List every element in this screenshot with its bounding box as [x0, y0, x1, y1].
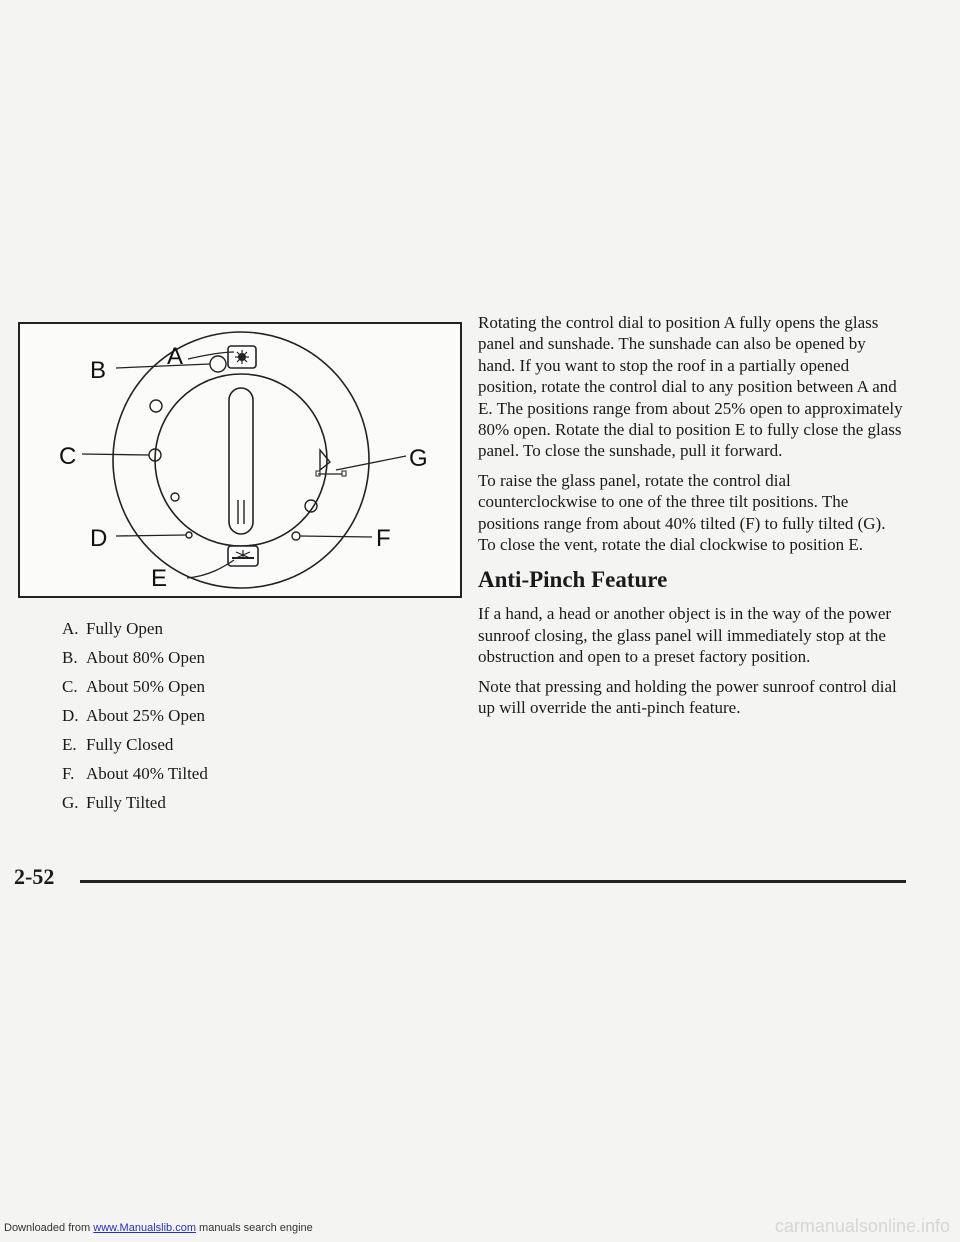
download-credit: Downloaded from www.Manualslib.com manuals search engine	[4, 1222, 313, 1234]
callout-c: C	[59, 443, 77, 470]
section-heading: Anti-Pinch Feature	[478, 567, 668, 593]
legend-item: G. Fully Tilted	[62, 793, 166, 812]
callout-g: G	[409, 445, 428, 472]
leader-e	[187, 560, 234, 578]
watermark: carmanualsonline.info	[774, 1216, 950, 1236]
paragraph-anti-pinch: If a hand, a head or another object is in the way of the power sunroof closing, the glass panel will immediately stop at the obstruction and open to a preset factory position.	[478, 604, 892, 667]
leader-a	[188, 352, 234, 359]
vent-tilt-icon	[316, 450, 346, 476]
callout-a: A	[167, 343, 184, 370]
legend-item: B. About 80% Open	[62, 648, 205, 667]
detent-d	[186, 532, 192, 538]
sunroof-open-icon	[228, 346, 256, 368]
legend-item: A. Fully Open	[62, 619, 163, 638]
callout-d: D	[90, 525, 108, 552]
leader-d	[116, 535, 186, 536]
legend-item: C. About 50% Open	[62, 677, 205, 696]
sunroof-dial-diagram	[20, 324, 460, 596]
detent-f	[292, 532, 300, 540]
legend-item: D. About 25% Open	[62, 706, 205, 725]
paragraph-tilt: To raise the glass panel, rotate the control dial counterclockwise to one of the three tilt positions. The positions range from about 40% tilted (F) to fully tilted (G). To close the vent, rotate the dial clockwise to position E.	[478, 470, 886, 555]
detent-mid	[150, 400, 162, 412]
callout-e: E	[151, 565, 168, 592]
footer-rule	[80, 880, 906, 883]
dial-knob	[155, 374, 327, 546]
callout-b: B	[90, 357, 107, 384]
detent-b	[210, 356, 226, 372]
position-legend	[62, 614, 208, 817]
leader-g	[336, 456, 406, 470]
legend-item: F. About 40% Tilted	[62, 764, 208, 783]
paragraph-dial-open: Rotating the control dial to position A fully opens the glass panel and sunshade. The sunshade can also be opened by hand. If you want to stop the roof in a partially opened position, rotate the control dial to any position between A and E. The positions range from about 25% open to approximately 80% open. Rotate the dial to position E to fully close the glass panel. To close the sunshade, pull it forward.	[478, 313, 903, 461]
detent-small	[171, 493, 179, 501]
leader-c	[82, 454, 149, 455]
sunroof-dial-figure	[18, 322, 462, 598]
leader-f	[300, 536, 372, 537]
page-number: 2-52	[14, 864, 55, 889]
body-column	[478, 312, 903, 727]
leader-b	[116, 364, 210, 368]
manualslib-link[interactable]: www.Manualslib.com	[93, 1222, 196, 1234]
dial-grip	[229, 388, 253, 534]
sunroof-closed-icon	[228, 546, 258, 566]
paragraph-override: Note that pressing and holding the power sunroof control dial up will override the anti-pinch feature.	[478, 676, 897, 718]
callout-f: F	[376, 525, 391, 552]
legend-item: E. Fully Closed	[62, 735, 174, 754]
